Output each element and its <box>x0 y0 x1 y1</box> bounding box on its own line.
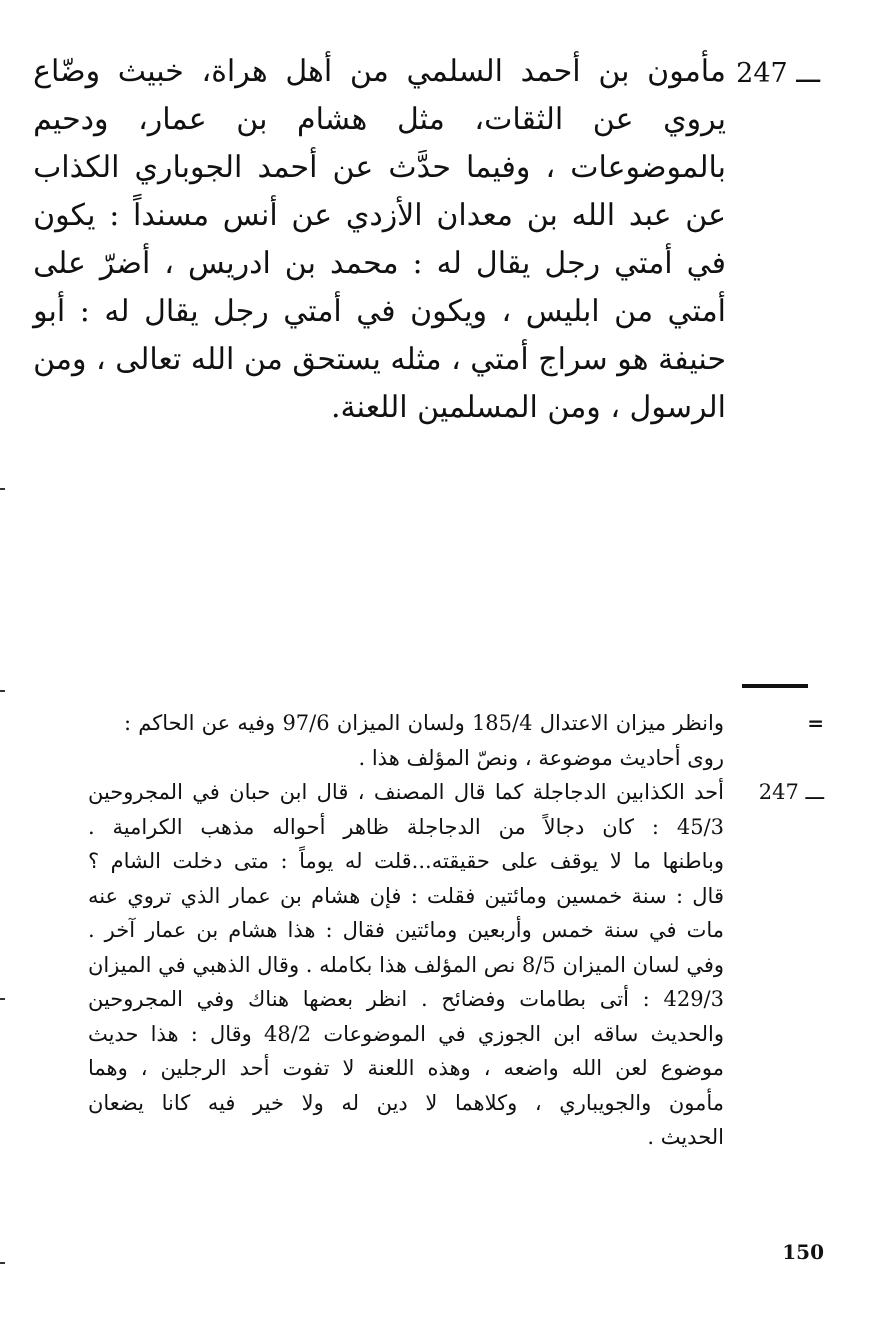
entry-line: يروي عن الثقات، مثل هشام بن عمار، ودحيم <box>33 102 726 137</box>
entry-line: في أمتي رجل يقال له : محمد بن ادريس ، أضرّ على <box>33 246 726 281</box>
footnote-line: 45/3 : كان دجالاً من الدجاجلة ظاهر أحواله مذهب الكرامية . <box>87 814 724 839</box>
main-entry <box>33 48 820 432</box>
entry-body <box>33 48 732 432</box>
entry-row <box>33 48 820 432</box>
footnotes <box>87 706 824 1155</box>
footnote-body <box>88 775 738 1155</box>
footnote-marker: 247 ـــ <box>758 780 824 804</box>
entry-line: بالموضوعات ، وفيما حدَّث عن أحمد الجوباري الكذاب <box>33 150 726 185</box>
footnote-line: مات في سنة خمس وأربعين ومائتين فقال : هذا هشام بن عمار آخر . <box>87 918 724 942</box>
footnote-line: وباطنها ما لا يوقف على حقيقته...قلت له يوماً : متى دخلت الشام ؟ <box>87 849 724 873</box>
entry-number: 247 ـــ <box>736 58 820 89</box>
footnote-line: وفي لسان الميزان 8/5 نص المؤلف هذا بكامله . وقال الذهبي في الميزان <box>87 952 724 977</box>
entry-line: مأمون بن أحمد السلمي من أهل هراة، خبيث وضّاع <box>33 54 726 89</box>
footnote-line: روى أحاديث موضوعة ، ونصّ المؤلف هذا . <box>358 745 724 770</box>
entry-line: عن عبد الله بن معدان الأزدي عن أنس مسنداً : يكون <box>33 198 727 233</box>
footnote-line: وانظر ميزان الاعتدال 185/4 ولسان الميزان 97/6 وفيه عن الحاكم : <box>124 711 724 735</box>
footnote-body <box>124 706 738 775</box>
footnote-marker: = <box>807 711 824 735</box>
footnote-line: قال : سنة خمسين ومائتين فقلت : فإن هشام بن عمار الذي تروي عنه <box>87 883 724 908</box>
footnote-line: أحد الكذابين الدجاجلة كما قال المصنف ، قال ابن حبان في المجروحين <box>87 780 724 804</box>
entry-line: أمتي من ابليس ، ويكون في أمتي رجل يقال له : أبو <box>33 294 726 329</box>
scan-edge-mark <box>0 1262 5 1264</box>
page-number: 150 <box>782 1240 824 1264</box>
footnote-line: 429/3 : أتى بطامات وفضائح . انظر بعضها هناك وفي المجروحين <box>87 987 724 1011</box>
footnote-line: والحديث ساقه ابن الجوزي في الموضوعات 48/2 وقال : هذا حديث <box>87 1021 724 1046</box>
scan-edge-mark <box>0 690 5 692</box>
footnote-separator <box>742 684 808 688</box>
scan-edge-mark <box>0 998 5 1000</box>
footnote-247 <box>87 775 824 1155</box>
scan-edge-mark <box>0 488 5 490</box>
footnote-line: الحديث . <box>647 1125 724 1149</box>
footnote-line: موضوع لعن الله واضعه ، وهذه اللعنة لا تفوت أحد الرجلين ، وهما <box>87 1056 724 1080</box>
footnote-line: مأمون والجويباري ، وكلاهما لا دين له ولا خير فيه كانا يضعان <box>87 1090 724 1115</box>
entry-line: حنيفة هو سراج أمتي ، مثله يستحق من الله تعالى ، ومن <box>33 342 726 377</box>
footnote-continuation <box>124 706 824 775</box>
entry-line: الرسول ، ومن المسلمين اللعنة. <box>331 390 726 425</box>
